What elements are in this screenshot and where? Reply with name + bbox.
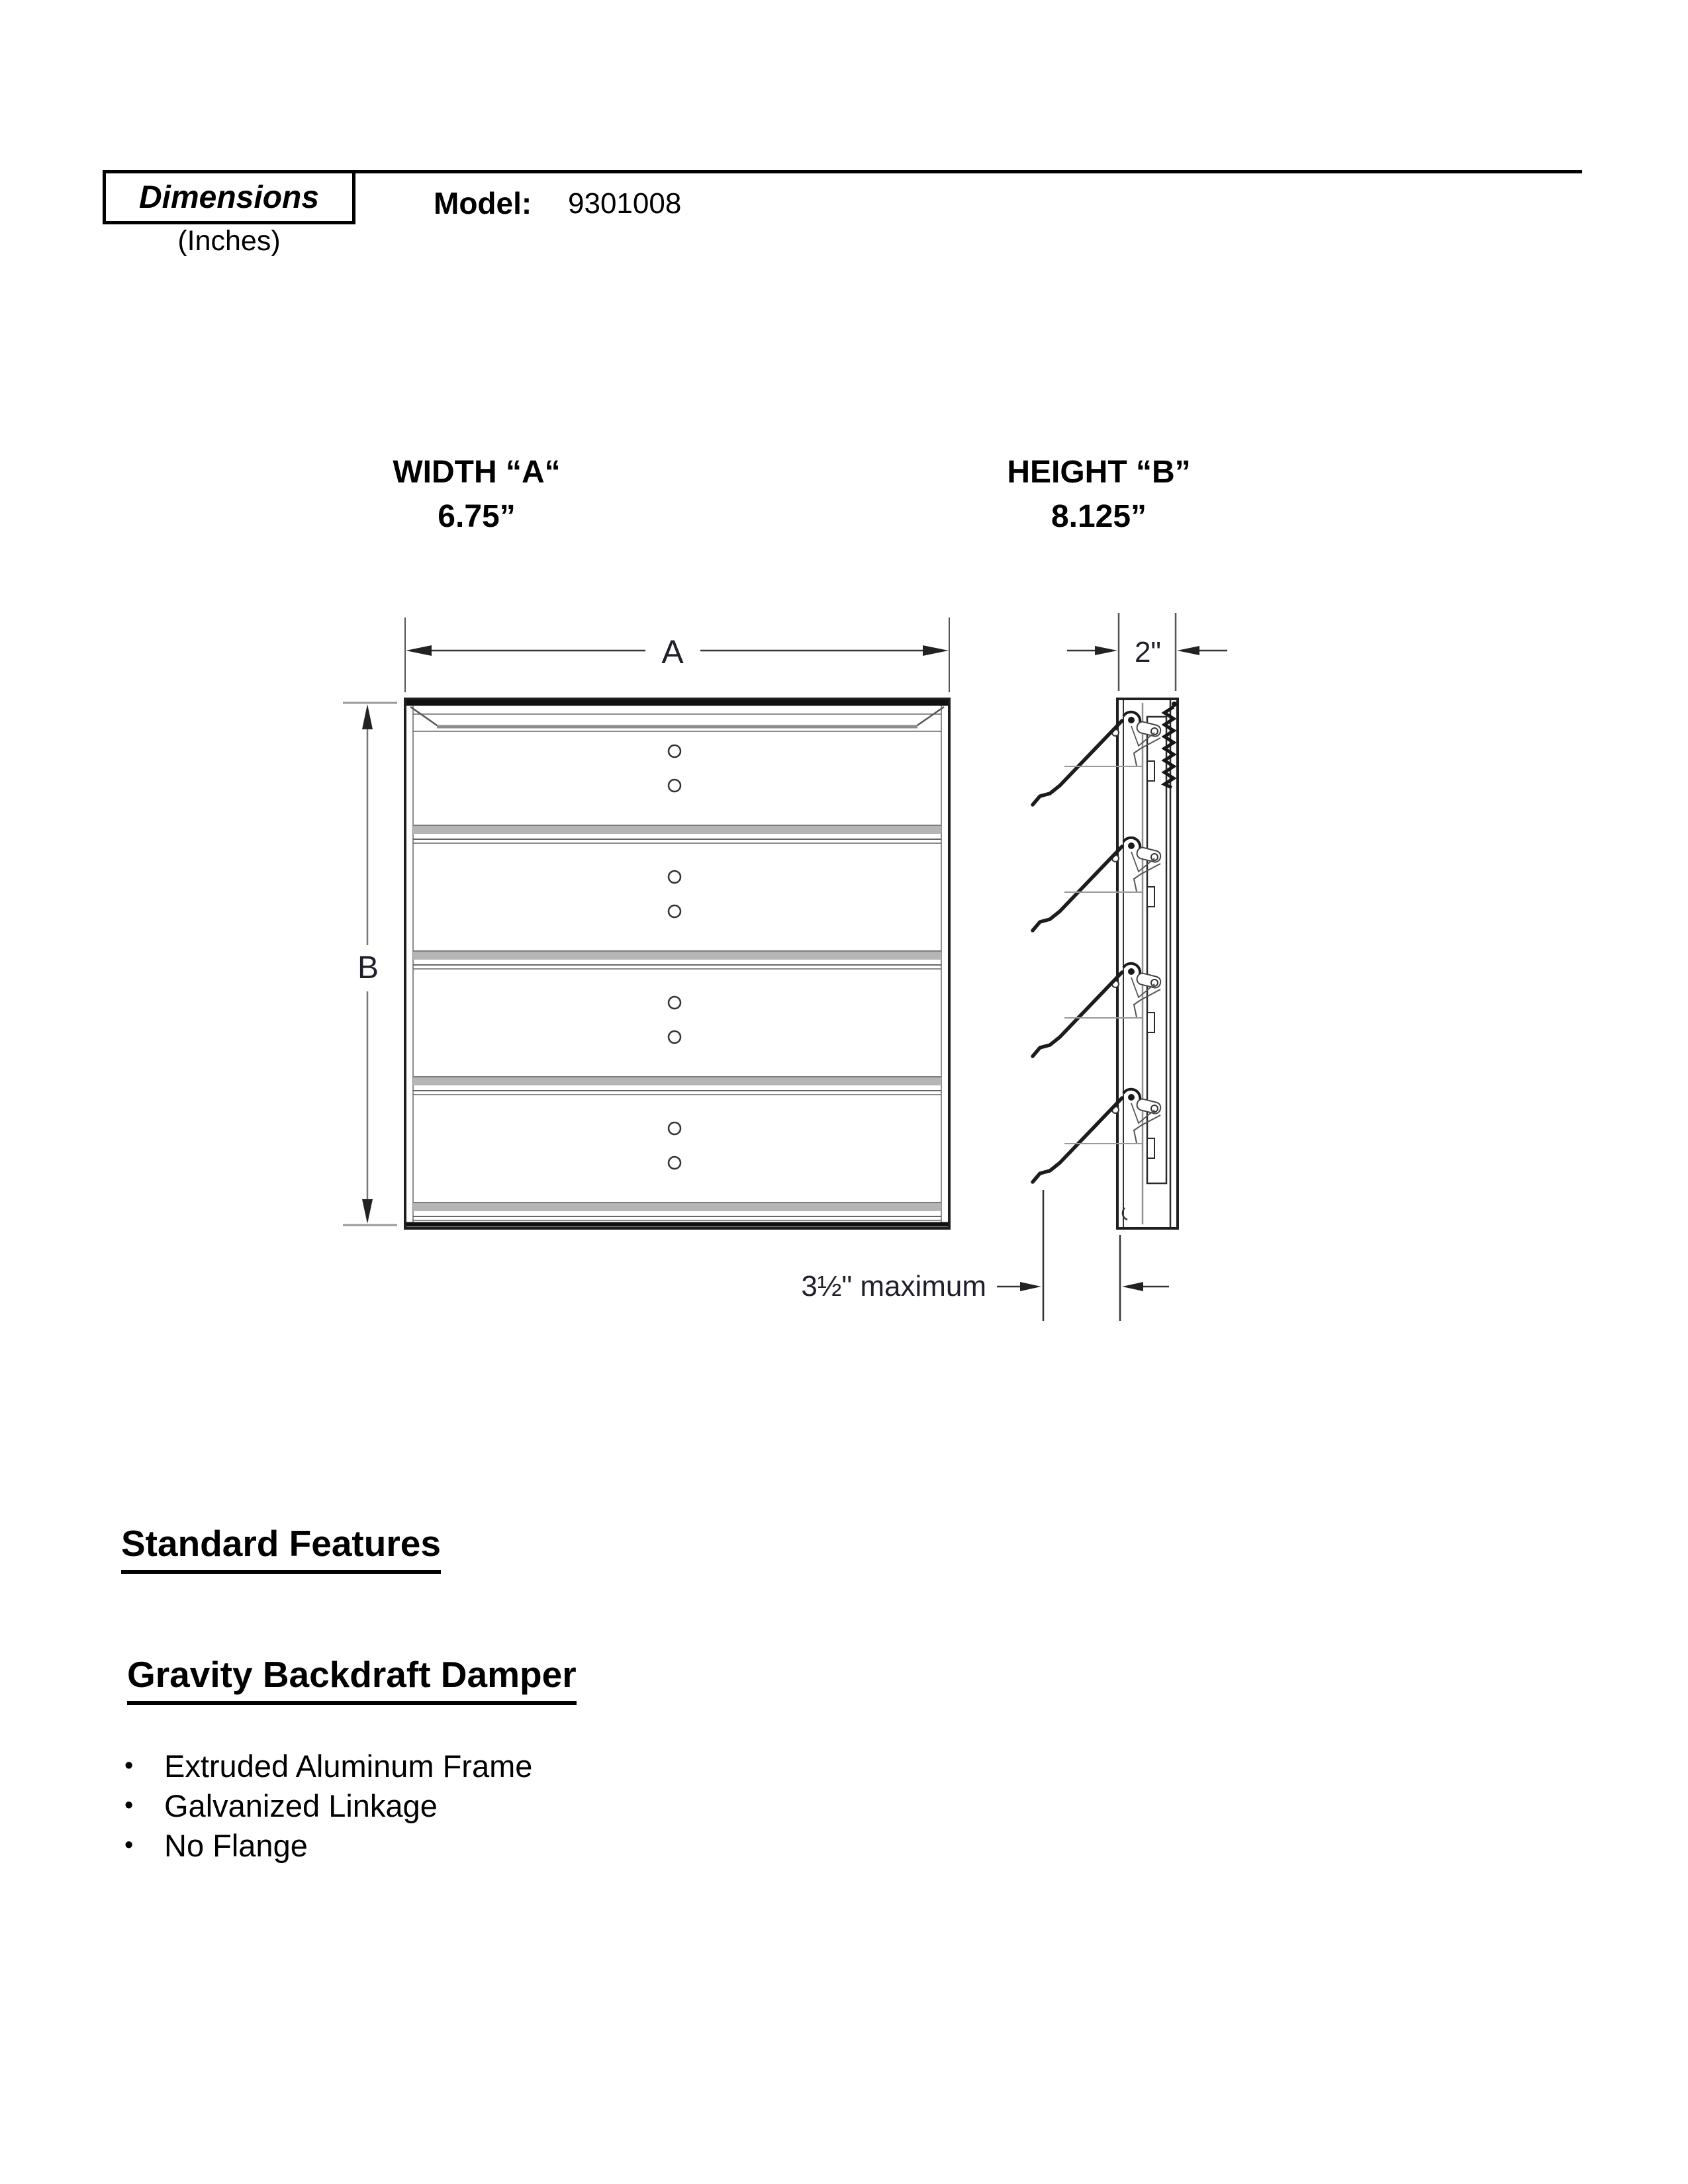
dimension-width-a [405, 617, 949, 692]
dim-depth-label: 2" [1134, 636, 1162, 668]
features-subheading: Gravity Backdraft Damper [127, 1653, 577, 1705]
width-a-value: 6.75” [438, 499, 516, 534]
front-view [405, 699, 949, 1228]
feature-bullet-text: No Flange [164, 1827, 308, 1863]
dimension-height-b [343, 703, 397, 1225]
dimensions-box [103, 170, 355, 224]
width-a-label: WIDTH “A“ [393, 455, 561, 490]
feature-bullet-row [124, 1825, 919, 1865]
damper-technical-drawing [291, 582, 1297, 1350]
bullet-icon: • [124, 1791, 134, 1819]
model-value: 9301008 [568, 187, 682, 220]
dim-b-label: B [357, 950, 379, 985]
dim-a-label: A [661, 633, 684, 670]
feature-bullet-text: Galvanized Linkage [164, 1788, 438, 1823]
units-label: (Inches) [177, 225, 281, 257]
feature-bullet-row [124, 1786, 919, 1825]
height-b-label: HEIGHT “B” [1007, 455, 1191, 490]
features-heading: Standard Features [121, 1522, 441, 1574]
model-label: Model: [434, 186, 532, 220]
dimensions-title: Dimensions [138, 179, 320, 215]
side-view [1033, 699, 1178, 1228]
dim-projection-label: 3½" maximum [801, 1270, 986, 1302]
bullet-icon: • [124, 1751, 134, 1780]
feature-bullet-text: Extruded Aluminum Frame [164, 1748, 533, 1784]
bullet-icon: • [124, 1831, 134, 1859]
dimension-depth [1067, 613, 1227, 691]
feature-bullet-row [124, 1746, 919, 1786]
height-b-value: 8.125” [1051, 499, 1147, 534]
